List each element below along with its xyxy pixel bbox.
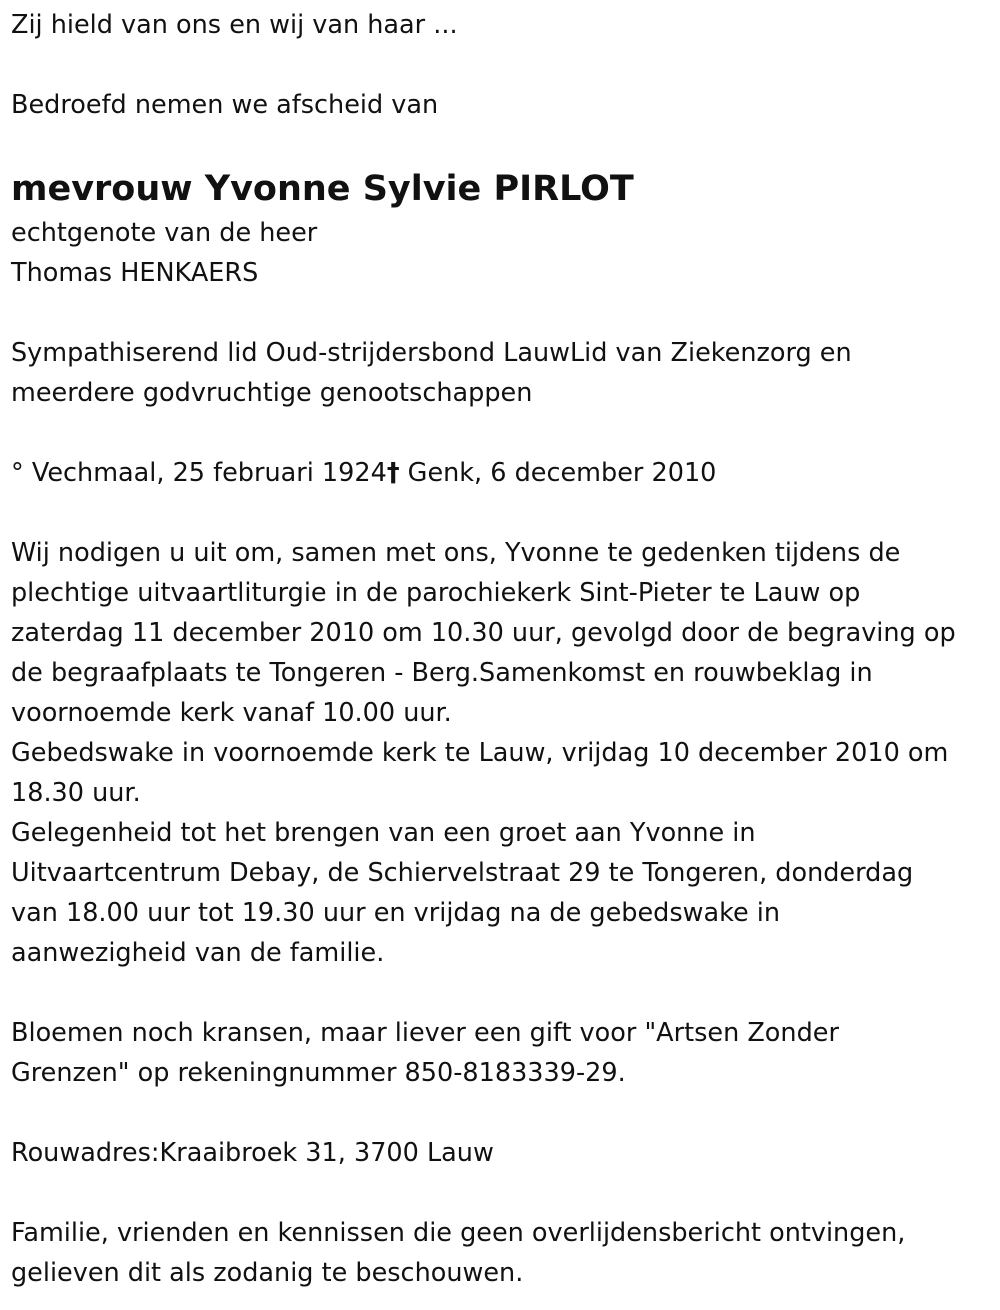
closing-line-1: Familie, vrienden en kennissen die geen overlijdensbericht ontvingen, bbox=[11, 1218, 906, 1248]
obituary-notice bbox=[11, 5, 986, 1293]
deceased-name: mevrouw Yvonne Sylvie PIRLOT bbox=[11, 169, 634, 209]
spouse-line-1: echtgenote van de heer bbox=[11, 218, 318, 248]
ceremony-line: Wij nodigen u uit om, samen met ons, Yvonne te gedenken tijdens de bbox=[11, 538, 901, 568]
membership-line-1: Sympathiserend lid Oud-strijdersbond LauwLid van Ziekenzorg en bbox=[11, 338, 852, 368]
spacer bbox=[11, 413, 986, 453]
flowers-line-2: Grenzen" op rekeningnummer 850-8183339-29. bbox=[11, 1058, 626, 1088]
ceremony-line: Gelegenheid tot het brengen van een groet aan Yvonne in bbox=[11, 818, 756, 848]
ceremony-line: van 18.00 uur tot 19.30 uur en vrijdag na de gebedswake in bbox=[11, 898, 781, 928]
spouse-line-2: Thomas HENKAERS bbox=[11, 258, 259, 288]
ceremony-line: Uitvaartcentrum Debay, de Schiervelstraat 29 te Tongeren, donderdag bbox=[11, 858, 914, 888]
farewell-line: Bedroefd nemen we afscheid van bbox=[11, 90, 439, 120]
spacer bbox=[11, 493, 986, 533]
ceremony-line: aanwezigheid van de familie. bbox=[11, 938, 385, 968]
spacer bbox=[11, 45, 986, 85]
cross-icon: † bbox=[386, 458, 400, 488]
spacer bbox=[11, 973, 986, 1013]
closing-line-2: gelieven dit als zodanig te beschouwen. bbox=[11, 1258, 524, 1288]
ceremony-line: Gebedswake in voornoemde kerk te Lauw, vrijdag 10 december 2010 om bbox=[11, 738, 949, 768]
spacer bbox=[11, 1093, 986, 1133]
spacer bbox=[11, 125, 986, 165]
ceremony-line: plechtige uitvaartliturgie in de parochiekerk Sint-Pieter te Lauw op bbox=[11, 578, 861, 608]
ceremony-line: zaterdag 11 december 2010 om 10.30 uur, gevolgd door de begraving op bbox=[11, 618, 956, 648]
ceremony-line: voornoemde kerk vanaf 10.00 uur. bbox=[11, 698, 452, 728]
ceremony-line: de begraafplaats te Tongeren - Berg.Samenkomst en rouwbeklag in bbox=[11, 658, 873, 688]
membership-line-2: meerdere godvruchtige genootschappen bbox=[11, 378, 533, 408]
mourning-address: Rouwadres:Kraaibroek 31, 3700 Lauw bbox=[11, 1138, 494, 1168]
dates-line bbox=[11, 453, 986, 493]
ceremony-line: 18.30 uur. bbox=[11, 778, 141, 808]
flowers-line-1: Bloemen noch kransen, maar liever een gift voor "Artsen Zonder bbox=[11, 1018, 839, 1048]
spacer bbox=[11, 1173, 986, 1213]
spacer bbox=[11, 293, 986, 333]
intro-line: Zij hield van ons en wij van haar ... bbox=[11, 10, 458, 40]
birth-date: ° Vechmaal, 25 februari 1924 bbox=[11, 458, 387, 488]
death-date: Genk, 6 december 2010 bbox=[399, 458, 717, 488]
